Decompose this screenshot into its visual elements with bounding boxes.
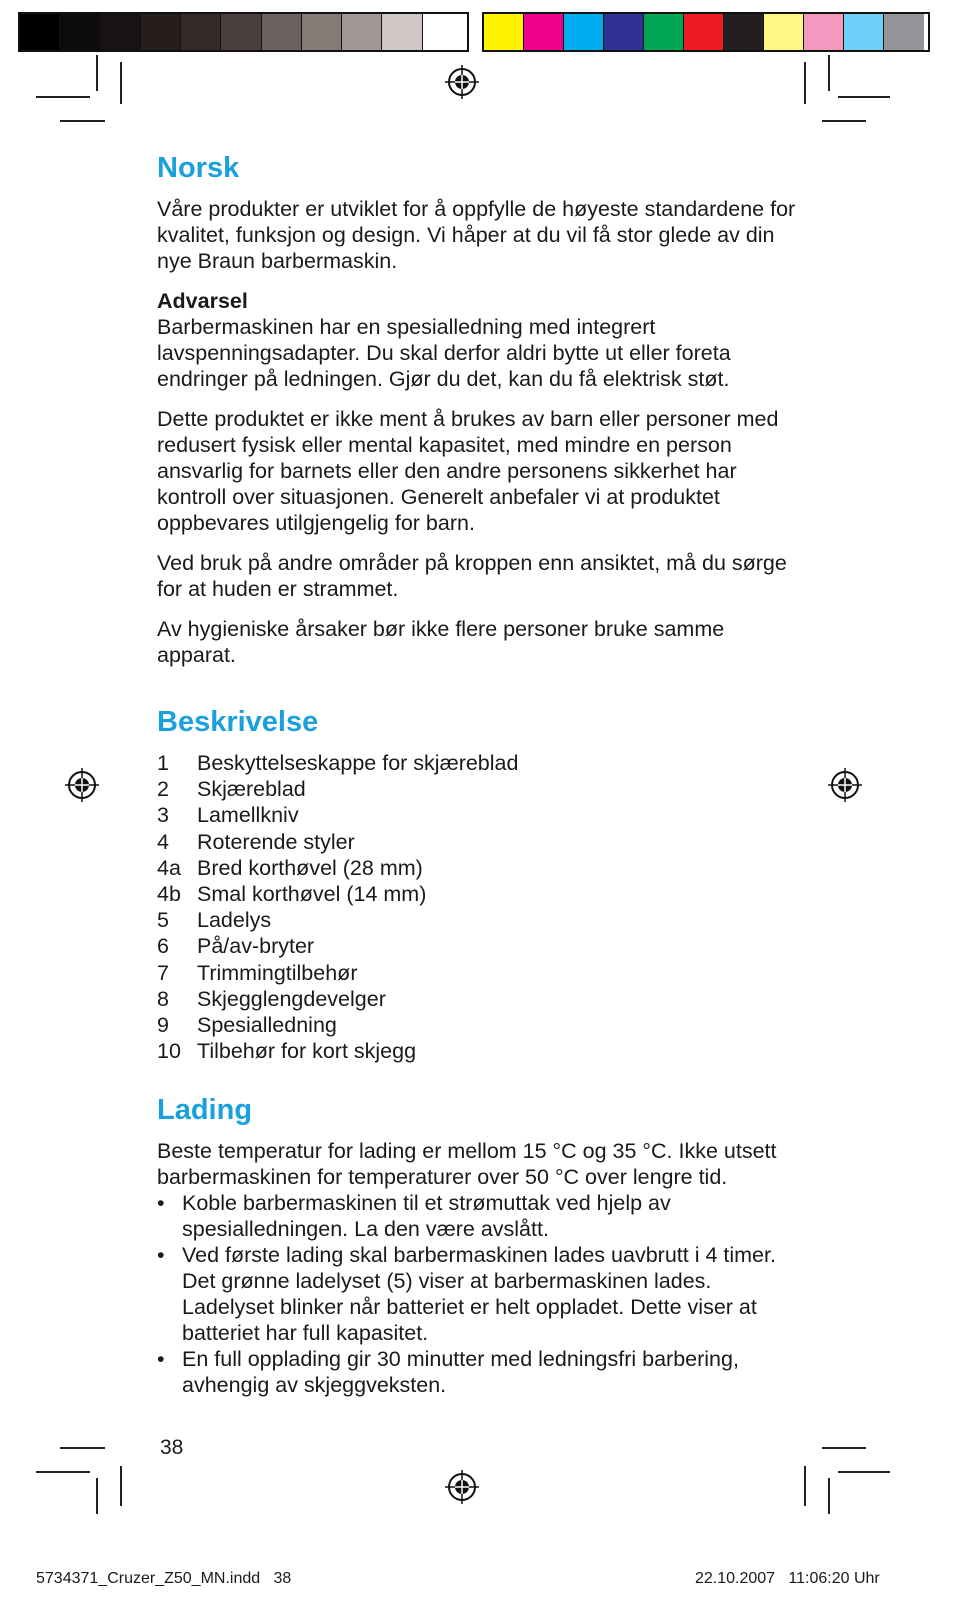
list-item: [157, 776, 797, 802]
crop-mark: [60, 120, 105, 122]
crop-mark: [804, 1466, 806, 1506]
item-number: 8: [157, 986, 169, 1011]
registration-mark-icon: [445, 1470, 479, 1504]
list-item: [157, 829, 797, 855]
list-item: [157, 1038, 797, 1064]
warning-text: Barbermaskinen har en spesialledning med integrert lavspenningsadapter. Du skal derfor aldri bytte ut eller foreta endringer på ledningen. Gjør du det, kan du få elektrisk støt.: [157, 315, 731, 391]
list-item: [157, 1242, 797, 1346]
item-number: 6: [157, 934, 169, 959]
bullet-icon: •: [157, 1347, 165, 1372]
color-swatch: [342, 14, 382, 50]
color-swatch: [684, 14, 724, 50]
item-number: 9: [157, 1013, 169, 1038]
item-text: Trimmingtilbehør: [197, 960, 358, 985]
crop-mark: [120, 62, 122, 104]
item-text: Lamellkniv: [197, 803, 299, 828]
item-text: Skjæreblad: [197, 777, 306, 802]
registration-mark-icon: [65, 768, 99, 802]
crop-mark: [828, 55, 830, 91]
color-swatch: [564, 14, 604, 50]
color-swatch: [804, 14, 844, 50]
list-item: [157, 960, 797, 986]
color-swatch: [262, 14, 302, 50]
bullet-icon: •: [157, 1191, 165, 1216]
item-number: 2: [157, 777, 169, 802]
crop-mark: [838, 96, 890, 98]
crop-mark: [120, 1466, 122, 1506]
bullet-text: Koble barbermaskinen til et strømuttak ved hjelp av spesialledningen. La den være avslått.: [182, 1191, 671, 1242]
list-item: [157, 802, 797, 828]
intro-paragraph: Våre produkter er utviklet for å oppfylle de høyeste standardene for kvalitet, funksjon og design. Vi håper at du vil få stor glede av din nye Braun barbermaskin.: [157, 197, 796, 273]
crop-mark: [804, 62, 806, 104]
item-number: 3: [157, 803, 169, 828]
list-item: [157, 907, 797, 933]
list-item: [157, 986, 797, 1012]
crop-mark: [36, 1471, 90, 1473]
color-swatch: [141, 14, 181, 50]
item-text: Spesialledning: [197, 1013, 337, 1038]
crop-mark: [838, 1471, 890, 1473]
crop-mark: [828, 1478, 830, 1514]
crop-mark: [822, 1447, 866, 1449]
registration-mark-icon: [828, 768, 862, 802]
section-title-lading: Lading: [157, 1094, 253, 1127]
item-text: Beskyttelseskappe for skjæreblad: [197, 751, 519, 775]
page-content: [157, 150, 797, 1398]
color-swatch: [60, 14, 100, 50]
color-swatch: [484, 14, 524, 50]
bullet-text: Ved første lading skal barbermaskinen lades uavbrutt i 4 timer. Det grønne ladelyset (5) viser at barbermaskinen lades. Ladelyset blinker når batteriet er helt oppladet. Dette viser at batteriet har full kapasitet.: [182, 1243, 776, 1346]
list-item: [157, 1012, 797, 1038]
color-swatch: [764, 14, 804, 50]
warning-block: [157, 288, 797, 392]
section-title-norsk: Norsk: [157, 152, 240, 184]
registration-mark-icon: [445, 65, 479, 99]
item-text: Tilbehør for kort skjegg: [197, 1039, 417, 1064]
item-text: Ladelys: [197, 908, 272, 933]
color-swatch: [524, 14, 564, 50]
item-number: 4a: [157, 855, 181, 880]
list-item: [157, 1346, 797, 1398]
description-list: [157, 750, 797, 1064]
item-text: Bred korthøvel (28 mm): [197, 855, 423, 880]
item-number: 4: [157, 829, 169, 854]
grayscale-color-bar: [18, 12, 469, 52]
list-item: [157, 933, 797, 959]
color-swatch: [423, 14, 463, 50]
crop-mark: [96, 55, 98, 91]
crop-mark: [36, 96, 90, 98]
color-swatch: [20, 14, 60, 50]
crop-mark: [822, 120, 866, 122]
bullet-text: En full opplading gir 30 minutter med ledningsfri barbering, avhengig av skjeggveksten.: [182, 1347, 739, 1398]
footer-datetime: 22.10.2007 11:06:20 Uhr: [695, 1570, 880, 1587]
color-swatch: [101, 14, 141, 50]
color-swatch: [221, 14, 261, 50]
item-text: Skjegglengdevelger: [197, 986, 386, 1011]
color-swatch: [604, 14, 644, 50]
item-text: På/av-bryter: [197, 934, 315, 959]
item-number: 5: [157, 908, 169, 933]
process-color-bar: [482, 12, 930, 52]
charging-bullets: [157, 1190, 797, 1398]
crop-mark: [60, 1447, 105, 1449]
item-number: 10: [157, 1039, 181, 1064]
body-use-paragraph: Ved bruk på andre områder på kroppen enn ansiktet, må du sørge for at huden er strammet.: [157, 551, 787, 601]
children-paragraph: Dette produktet er ikke ment å brukes av barn eller personer med redusert fysisk eller mental kapasitet, med mindre en person ansvarlig for barnets eller den andre personens sikkerhet har kontroll over situasjonen. Generelt anbefaler vi at produktet oppbevares utilgjengelig for barn.: [157, 407, 779, 535]
color-swatch: [724, 14, 764, 50]
footer-file: 5734371_Cruzer_Z50_MN.indd 38: [36, 1570, 292, 1587]
item-text: Smal korthøvel (14 mm): [197, 882, 427, 907]
color-swatch: [644, 14, 684, 50]
color-swatch: [844, 14, 884, 50]
item-text: Roterende styler: [197, 829, 355, 854]
list-item: [157, 1190, 797, 1242]
item-number: 7: [157, 960, 169, 985]
bullet-icon: •: [157, 1243, 165, 1268]
color-swatch: [302, 14, 342, 50]
page-number: 38: [160, 1436, 184, 1459]
list-item: [157, 881, 797, 907]
section-title-beskrivelse: Beskrivelse: [157, 706, 319, 738]
list-item: [157, 750, 797, 776]
list-item: [157, 855, 797, 881]
color-swatch: [382, 14, 422, 50]
warning-title: Advarsel: [157, 289, 248, 313]
color-swatch: [181, 14, 221, 50]
item-number: 4b: [157, 882, 181, 907]
item-number: 1: [157, 751, 169, 775]
charging-intro: Beste temperatur for lading er mellom 15 °C og 35 °C. Ikke utsett barbermaskinen for temperaturer over 50 °C over lengre tid.: [157, 1139, 777, 1190]
hygiene-paragraph: Av hygieniske årsaker bør ikke flere personer bruke samme apparat.: [157, 617, 725, 667]
color-swatch: [884, 14, 924, 50]
crop-mark: [96, 1478, 98, 1514]
